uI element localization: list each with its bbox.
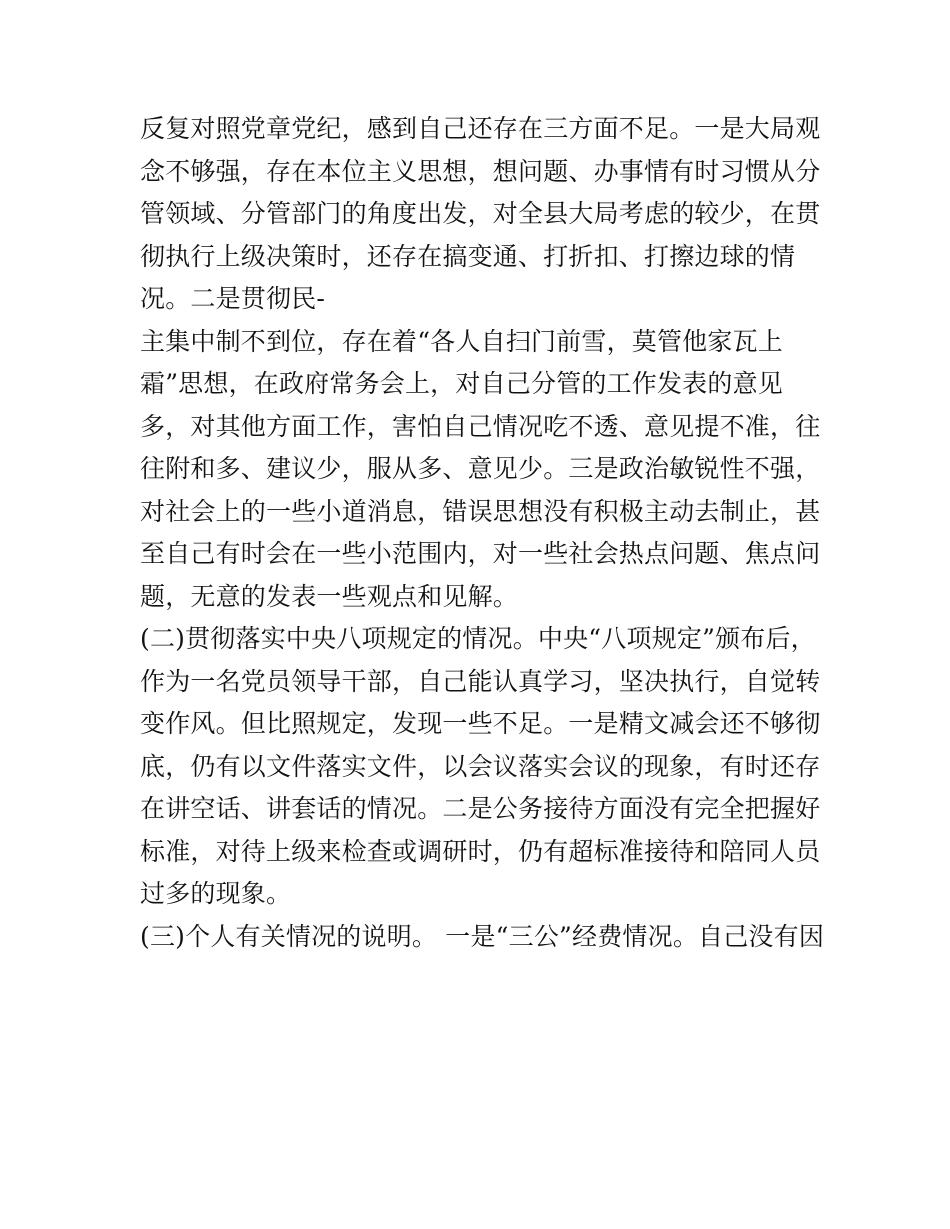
text-line: 作为一名党员领导干部，自己能认真学习，坚决执行，自觉转 (140, 666, 821, 696)
text-line: 底，仍有以文件落实文件，以会议落实会议的现象，有时还存 (140, 751, 821, 781)
text-line: 彻执行上级决策时，还存在搞变通、打折扣、打擦边球的情 (140, 241, 796, 271)
text-line: 变作风。但比照规定，发现一些不足。一是精文减会还不够彻 (140, 709, 821, 738)
text-line: 至自己有时会在一些小范围内，对一些社会热点问题、焦点问 (140, 539, 821, 568)
text-line: 主集中制不到位，存在着“各人自扫门前雪，莫管他家瓦上 (140, 326, 783, 356)
text-line: 念不够强，存在本位主义思想，想问题、办事情有时习惯从分 (140, 156, 821, 186)
text-line: 管领域、分管部门的角度出发，对全县大局考虑的较少，在贯 (140, 199, 821, 228)
section-heading-line: (二)贯彻落实中央八项规定的情况。中央“八项规定”颁布后， (140, 624, 816, 653)
text-line: 题，无意的发表一些观点和见解。 (140, 581, 519, 611)
text-line: 过多的现象。 (140, 879, 292, 908)
section-heading-line: (三)个人有关情况的说明。 一是“三公”经费情况。自己没有因 (140, 921, 825, 951)
text-line: 多，对其他方面工作，害怕自己情况吃不透、意见提不准，往 (140, 411, 821, 441)
text-line: 往附和多、建议少，服从多、意见少。三是政治敏锐性不强， (140, 454, 821, 483)
text-line: 霜”思想，在政府常务会上，对自己分管的工作发表的意见 (140, 369, 783, 398)
text-line: 对社会上的一些小道消息，错误思想没有积极主动去制止，甚 (140, 496, 821, 526)
text-line: 标准，对待上级来检查或调研时，仍有超标准接待和陪同人员 (140, 836, 821, 866)
document-body (140, 108, 830, 958)
text-line: 反复对照党章党纪，感到自己还存在三方面不足。一是大局观 (140, 114, 821, 143)
text-line: 在讲空话、讲套话的情况。二是公务接待方面没有完全把握好 (140, 794, 821, 823)
text-line: 况。二是贯彻民- (140, 284, 326, 313)
